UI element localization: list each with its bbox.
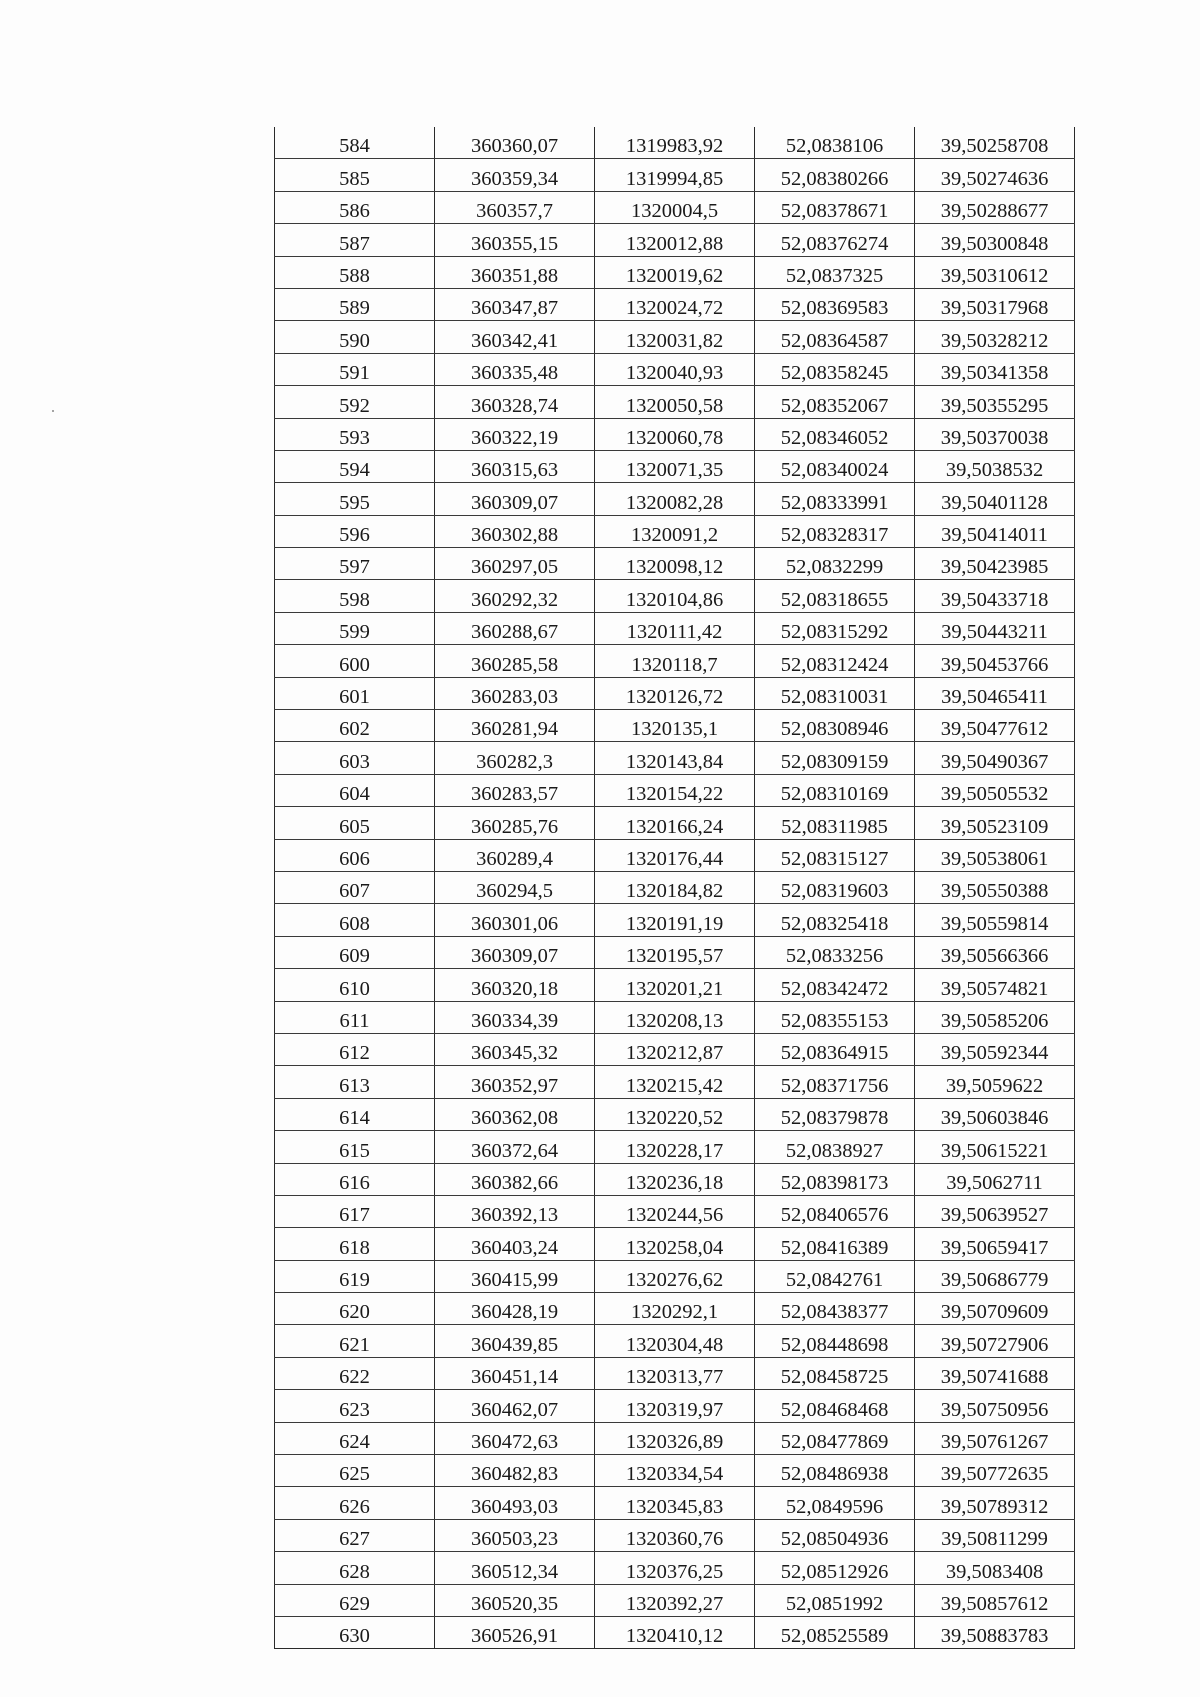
point-number-cell: 618 bbox=[275, 1228, 435, 1260]
latitude-cell: 52,08379878 bbox=[755, 1098, 915, 1130]
table-row bbox=[275, 1195, 1075, 1227]
y-coordinate-cell: 1320334,54 bbox=[595, 1455, 755, 1487]
longitude-cell: 39,50433718 bbox=[915, 580, 1075, 612]
y-coordinate-cell: 1320228,17 bbox=[595, 1131, 755, 1163]
latitude-cell: 52,08398173 bbox=[755, 1163, 915, 1195]
point-number-cell: 615 bbox=[275, 1131, 435, 1163]
latitude-cell: 52,0838927 bbox=[755, 1131, 915, 1163]
x-coordinate-cell: 360288,67 bbox=[435, 612, 595, 644]
y-coordinate-cell: 1320040,93 bbox=[595, 353, 755, 385]
point-number-cell: 626 bbox=[275, 1487, 435, 1519]
y-coordinate-cell: 1320212,87 bbox=[595, 1033, 755, 1065]
longitude-cell: 39,50341358 bbox=[915, 353, 1075, 385]
table-row bbox=[275, 1228, 1075, 1260]
point-number-cell: 610 bbox=[275, 969, 435, 1001]
y-coordinate-cell: 1319983,92 bbox=[595, 127, 755, 159]
point-number-cell: 602 bbox=[275, 710, 435, 742]
latitude-cell: 52,08448698 bbox=[755, 1325, 915, 1357]
x-coordinate-cell: 360302,88 bbox=[435, 515, 595, 547]
y-coordinate-cell: 1320019,62 bbox=[595, 256, 755, 288]
table-row bbox=[275, 1098, 1075, 1130]
y-coordinate-cell: 1320220,52 bbox=[595, 1098, 755, 1130]
x-coordinate-cell: 360351,88 bbox=[435, 256, 595, 288]
longitude-cell: 39,50603846 bbox=[915, 1098, 1075, 1130]
table-row bbox=[275, 936, 1075, 968]
table-row bbox=[275, 904, 1075, 936]
x-coordinate-cell: 360415,99 bbox=[435, 1260, 595, 1292]
table-row bbox=[275, 1616, 1075, 1648]
longitude-cell: 39,50453766 bbox=[915, 645, 1075, 677]
longitude-cell: 39,50414011 bbox=[915, 515, 1075, 547]
longitude-cell: 39,50258708 bbox=[915, 127, 1075, 159]
y-coordinate-cell: 1320050,58 bbox=[595, 386, 755, 418]
x-coordinate-cell: 360482,83 bbox=[435, 1455, 595, 1487]
latitude-cell: 52,08355153 bbox=[755, 1001, 915, 1033]
latitude-cell: 52,0837325 bbox=[755, 256, 915, 288]
x-coordinate-cell: 360462,07 bbox=[435, 1390, 595, 1422]
latitude-cell: 52,08315127 bbox=[755, 839, 915, 871]
table-row bbox=[275, 1584, 1075, 1616]
x-coordinate-cell: 360342,41 bbox=[435, 321, 595, 353]
x-coordinate-cell: 360451,14 bbox=[435, 1357, 595, 1389]
x-coordinate-cell: 360334,39 bbox=[435, 1001, 595, 1033]
point-number-cell: 627 bbox=[275, 1519, 435, 1551]
latitude-cell: 52,08325418 bbox=[755, 904, 915, 936]
table-row bbox=[275, 1293, 1075, 1325]
x-coordinate-cell: 360403,24 bbox=[435, 1228, 595, 1260]
point-number-cell: 608 bbox=[275, 904, 435, 936]
point-number-cell: 628 bbox=[275, 1552, 435, 1584]
longitude-cell: 39,50465411 bbox=[915, 677, 1075, 709]
latitude-cell: 52,08416389 bbox=[755, 1228, 915, 1260]
latitude-cell: 52,0851992 bbox=[755, 1584, 915, 1616]
latitude-cell: 52,08308946 bbox=[755, 710, 915, 742]
point-number-cell: 617 bbox=[275, 1195, 435, 1227]
latitude-cell: 52,08378671 bbox=[755, 191, 915, 223]
point-number-cell: 621 bbox=[275, 1325, 435, 1357]
point-number-cell: 613 bbox=[275, 1066, 435, 1098]
point-number-cell: 596 bbox=[275, 515, 435, 547]
latitude-cell: 52,0838106 bbox=[755, 127, 915, 159]
point-number-cell: 599 bbox=[275, 612, 435, 644]
y-coordinate-cell: 1320154,22 bbox=[595, 774, 755, 806]
latitude-cell: 52,08309159 bbox=[755, 742, 915, 774]
y-coordinate-cell: 1320104,86 bbox=[595, 580, 755, 612]
table-row bbox=[275, 645, 1075, 677]
y-coordinate-cell: 1320292,1 bbox=[595, 1293, 755, 1325]
y-coordinate-cell: 1320345,83 bbox=[595, 1487, 755, 1519]
longitude-cell: 39,50574821 bbox=[915, 969, 1075, 1001]
point-number-cell: 623 bbox=[275, 1390, 435, 1422]
x-coordinate-cell: 360360,07 bbox=[435, 127, 595, 159]
table-row bbox=[275, 127, 1075, 159]
table-row bbox=[275, 353, 1075, 385]
longitude-cell: 39,50401128 bbox=[915, 483, 1075, 515]
table-row bbox=[275, 1422, 1075, 1454]
longitude-cell: 39,50727906 bbox=[915, 1325, 1075, 1357]
longitude-cell: 39,50317968 bbox=[915, 288, 1075, 320]
y-coordinate-cell: 1320201,21 bbox=[595, 969, 755, 1001]
coordinates-table bbox=[274, 127, 1075, 1649]
table-row bbox=[275, 1033, 1075, 1065]
point-number-cell: 605 bbox=[275, 807, 435, 839]
table-row bbox=[275, 871, 1075, 903]
table-row bbox=[275, 418, 1075, 450]
x-coordinate-cell: 360328,74 bbox=[435, 386, 595, 418]
latitude-cell: 52,08525589 bbox=[755, 1616, 915, 1648]
point-number-cell: 601 bbox=[275, 677, 435, 709]
coordinates-table-body bbox=[275, 127, 1075, 1649]
longitude-cell: 39,50274636 bbox=[915, 159, 1075, 191]
point-number-cell: 622 bbox=[275, 1357, 435, 1389]
longitude-cell: 39,50585206 bbox=[915, 1001, 1075, 1033]
point-number-cell: 606 bbox=[275, 839, 435, 871]
longitude-cell: 39,50686779 bbox=[915, 1260, 1075, 1292]
scan-speck bbox=[52, 410, 54, 412]
y-coordinate-cell: 1320313,77 bbox=[595, 1357, 755, 1389]
table-row bbox=[275, 224, 1075, 256]
latitude-cell: 52,08310169 bbox=[755, 774, 915, 806]
y-coordinate-cell: 1320118,7 bbox=[595, 645, 755, 677]
point-number-cell: 625 bbox=[275, 1455, 435, 1487]
table-row bbox=[275, 1357, 1075, 1389]
y-coordinate-cell: 1320082,28 bbox=[595, 483, 755, 515]
table-row bbox=[275, 483, 1075, 515]
latitude-cell: 52,08319603 bbox=[755, 871, 915, 903]
y-coordinate-cell: 1320060,78 bbox=[595, 418, 755, 450]
y-coordinate-cell: 1320031,82 bbox=[595, 321, 755, 353]
x-coordinate-cell: 360439,85 bbox=[435, 1325, 595, 1357]
table-row bbox=[275, 191, 1075, 223]
table-row bbox=[275, 1390, 1075, 1422]
y-coordinate-cell: 1320166,24 bbox=[595, 807, 755, 839]
x-coordinate-cell: 360283,57 bbox=[435, 774, 595, 806]
longitude-cell: 39,50538061 bbox=[915, 839, 1075, 871]
y-coordinate-cell: 1320392,27 bbox=[595, 1584, 755, 1616]
longitude-cell: 39,50750956 bbox=[915, 1390, 1075, 1422]
table-row bbox=[275, 774, 1075, 806]
latitude-cell: 52,08512926 bbox=[755, 1552, 915, 1584]
x-coordinate-cell: 360512,34 bbox=[435, 1552, 595, 1584]
point-number-cell: 585 bbox=[275, 159, 435, 191]
x-coordinate-cell: 360520,35 bbox=[435, 1584, 595, 1616]
latitude-cell: 52,08477869 bbox=[755, 1422, 915, 1454]
table-row bbox=[275, 710, 1075, 742]
x-coordinate-cell: 360285,76 bbox=[435, 807, 595, 839]
longitude-cell: 39,50761267 bbox=[915, 1422, 1075, 1454]
point-number-cell: 630 bbox=[275, 1616, 435, 1648]
point-number-cell: 588 bbox=[275, 256, 435, 288]
x-coordinate-cell: 360309,07 bbox=[435, 483, 595, 515]
point-number-cell: 590 bbox=[275, 321, 435, 353]
point-number-cell: 595 bbox=[275, 483, 435, 515]
x-coordinate-cell: 360357,7 bbox=[435, 191, 595, 223]
table-row bbox=[275, 159, 1075, 191]
latitude-cell: 52,0833256 bbox=[755, 936, 915, 968]
longitude-cell: 39,50659417 bbox=[915, 1228, 1075, 1260]
y-coordinate-cell: 1320012,88 bbox=[595, 224, 755, 256]
x-coordinate-cell: 360503,23 bbox=[435, 1519, 595, 1551]
table-row bbox=[275, 1519, 1075, 1551]
longitude-cell: 39,50639527 bbox=[915, 1195, 1075, 1227]
point-number-cell: 619 bbox=[275, 1260, 435, 1292]
x-coordinate-cell: 360347,87 bbox=[435, 288, 595, 320]
y-coordinate-cell: 1320111,42 bbox=[595, 612, 755, 644]
y-coordinate-cell: 1320191,19 bbox=[595, 904, 755, 936]
x-coordinate-cell: 360355,15 bbox=[435, 224, 595, 256]
y-coordinate-cell: 1319994,85 bbox=[595, 159, 755, 191]
y-coordinate-cell: 1320410,12 bbox=[595, 1616, 755, 1648]
table-row bbox=[275, 807, 1075, 839]
point-number-cell: 624 bbox=[275, 1422, 435, 1454]
point-number-cell: 616 bbox=[275, 1163, 435, 1195]
latitude-cell: 52,08312424 bbox=[755, 645, 915, 677]
x-coordinate-cell: 360345,32 bbox=[435, 1033, 595, 1065]
longitude-cell: 39,5059622 bbox=[915, 1066, 1075, 1098]
latitude-cell: 52,08376274 bbox=[755, 224, 915, 256]
latitude-cell: 52,08371756 bbox=[755, 1066, 915, 1098]
point-number-cell: 598 bbox=[275, 580, 435, 612]
y-coordinate-cell: 1320258,04 bbox=[595, 1228, 755, 1260]
longitude-cell: 39,50883783 bbox=[915, 1616, 1075, 1648]
latitude-cell: 52,08333991 bbox=[755, 483, 915, 515]
longitude-cell: 39,50355295 bbox=[915, 386, 1075, 418]
x-coordinate-cell: 360428,19 bbox=[435, 1293, 595, 1325]
latitude-cell: 52,08358245 bbox=[755, 353, 915, 385]
longitude-cell: 39,50370038 bbox=[915, 418, 1075, 450]
x-coordinate-cell: 360297,05 bbox=[435, 548, 595, 580]
latitude-cell: 52,0832299 bbox=[755, 548, 915, 580]
table-row bbox=[275, 1552, 1075, 1584]
point-number-cell: 593 bbox=[275, 418, 435, 450]
latitude-cell: 52,08364915 bbox=[755, 1033, 915, 1065]
table-row bbox=[275, 288, 1075, 320]
y-coordinate-cell: 1320376,25 bbox=[595, 1552, 755, 1584]
table-row bbox=[275, 1066, 1075, 1098]
latitude-cell: 52,08438377 bbox=[755, 1293, 915, 1325]
latitude-cell: 52,08486938 bbox=[755, 1455, 915, 1487]
table-row bbox=[275, 256, 1075, 288]
point-number-cell: 614 bbox=[275, 1098, 435, 1130]
y-coordinate-cell: 1320126,72 bbox=[595, 677, 755, 709]
y-coordinate-cell: 1320091,2 bbox=[595, 515, 755, 547]
longitude-cell: 39,50789312 bbox=[915, 1487, 1075, 1519]
longitude-cell: 39,50741688 bbox=[915, 1357, 1075, 1389]
latitude-cell: 52,08315292 bbox=[755, 612, 915, 644]
longitude-cell: 39,50310612 bbox=[915, 256, 1075, 288]
table-row bbox=[275, 839, 1075, 871]
longitude-cell: 39,50300848 bbox=[915, 224, 1075, 256]
point-number-cell: 584 bbox=[275, 127, 435, 159]
point-number-cell: 586 bbox=[275, 191, 435, 223]
point-number-cell: 611 bbox=[275, 1001, 435, 1033]
longitude-cell: 39,50477612 bbox=[915, 710, 1075, 742]
y-coordinate-cell: 1320143,84 bbox=[595, 742, 755, 774]
y-coordinate-cell: 1320215,42 bbox=[595, 1066, 755, 1098]
latitude-cell: 52,08346052 bbox=[755, 418, 915, 450]
x-coordinate-cell: 360285,58 bbox=[435, 645, 595, 677]
x-coordinate-cell: 360281,94 bbox=[435, 710, 595, 742]
longitude-cell: 39,50288677 bbox=[915, 191, 1075, 223]
table-row bbox=[275, 548, 1075, 580]
y-coordinate-cell: 1320098,12 bbox=[595, 548, 755, 580]
table-row bbox=[275, 1455, 1075, 1487]
x-coordinate-cell: 360292,32 bbox=[435, 580, 595, 612]
latitude-cell: 52,08352067 bbox=[755, 386, 915, 418]
longitude-cell: 39,50772635 bbox=[915, 1455, 1075, 1487]
point-number-cell: 620 bbox=[275, 1293, 435, 1325]
table-row bbox=[275, 321, 1075, 353]
table-row bbox=[275, 969, 1075, 1001]
point-number-cell: 600 bbox=[275, 645, 435, 677]
x-coordinate-cell: 360526,91 bbox=[435, 1616, 595, 1648]
y-coordinate-cell: 1320244,56 bbox=[595, 1195, 755, 1227]
x-coordinate-cell: 360352,97 bbox=[435, 1066, 595, 1098]
x-coordinate-cell: 360472,63 bbox=[435, 1422, 595, 1454]
latitude-cell: 52,08380266 bbox=[755, 159, 915, 191]
latitude-cell: 52,08342472 bbox=[755, 969, 915, 1001]
table-row bbox=[275, 1163, 1075, 1195]
y-coordinate-cell: 1320184,82 bbox=[595, 871, 755, 903]
latitude-cell: 52,08311985 bbox=[755, 807, 915, 839]
y-coordinate-cell: 1320195,57 bbox=[595, 936, 755, 968]
longitude-cell: 39,50328212 bbox=[915, 321, 1075, 353]
y-coordinate-cell: 1320360,76 bbox=[595, 1519, 755, 1551]
point-number-cell: 592 bbox=[275, 386, 435, 418]
latitude-cell: 52,08468468 bbox=[755, 1390, 915, 1422]
x-coordinate-cell: 360322,19 bbox=[435, 418, 595, 450]
longitude-cell: 39,50592344 bbox=[915, 1033, 1075, 1065]
table-row bbox=[275, 1131, 1075, 1163]
longitude-cell: 39,50505532 bbox=[915, 774, 1075, 806]
y-coordinate-cell: 1320176,44 bbox=[595, 839, 755, 871]
longitude-cell: 39,50490367 bbox=[915, 742, 1075, 774]
latitude-cell: 52,08458725 bbox=[755, 1357, 915, 1389]
y-coordinate-cell: 1320208,13 bbox=[595, 1001, 755, 1033]
latitude-cell: 52,0849596 bbox=[755, 1487, 915, 1519]
y-coordinate-cell: 1320304,48 bbox=[595, 1325, 755, 1357]
x-coordinate-cell: 360320,18 bbox=[435, 969, 595, 1001]
longitude-cell: 39,50423985 bbox=[915, 548, 1075, 580]
longitude-cell: 39,50559814 bbox=[915, 904, 1075, 936]
longitude-cell: 39,50566366 bbox=[915, 936, 1075, 968]
x-coordinate-cell: 360493,03 bbox=[435, 1487, 595, 1519]
x-coordinate-cell: 360315,63 bbox=[435, 450, 595, 482]
y-coordinate-cell: 1320004,5 bbox=[595, 191, 755, 223]
longitude-cell: 39,50443211 bbox=[915, 612, 1075, 644]
point-number-cell: 589 bbox=[275, 288, 435, 320]
point-number-cell: 587 bbox=[275, 224, 435, 256]
y-coordinate-cell: 1320236,18 bbox=[595, 1163, 755, 1195]
point-number-cell: 607 bbox=[275, 871, 435, 903]
x-coordinate-cell: 360382,66 bbox=[435, 1163, 595, 1195]
point-number-cell: 594 bbox=[275, 450, 435, 482]
table-row bbox=[275, 677, 1075, 709]
x-coordinate-cell: 360362,08 bbox=[435, 1098, 595, 1130]
table-row bbox=[275, 386, 1075, 418]
longitude-cell: 39,5062711 bbox=[915, 1163, 1075, 1195]
longitude-cell: 39,5083408 bbox=[915, 1552, 1075, 1584]
latitude-cell: 52,08310031 bbox=[755, 677, 915, 709]
longitude-cell: 39,50615221 bbox=[915, 1131, 1075, 1163]
table-row bbox=[275, 612, 1075, 644]
table-row bbox=[275, 1487, 1075, 1519]
x-coordinate-cell: 360301,06 bbox=[435, 904, 595, 936]
longitude-cell: 39,5038532 bbox=[915, 450, 1075, 482]
longitude-cell: 39,50523109 bbox=[915, 807, 1075, 839]
x-coordinate-cell: 360335,48 bbox=[435, 353, 595, 385]
latitude-cell: 52,0842761 bbox=[755, 1260, 915, 1292]
longitude-cell: 39,50709609 bbox=[915, 1293, 1075, 1325]
table-row bbox=[275, 1260, 1075, 1292]
table-row bbox=[275, 1325, 1075, 1357]
latitude-cell: 52,08369583 bbox=[755, 288, 915, 320]
x-coordinate-cell: 360309,07 bbox=[435, 936, 595, 968]
y-coordinate-cell: 1320135,1 bbox=[595, 710, 755, 742]
latitude-cell: 52,08406576 bbox=[755, 1195, 915, 1227]
latitude-cell: 52,08328317 bbox=[755, 515, 915, 547]
y-coordinate-cell: 1320024,72 bbox=[595, 288, 755, 320]
latitude-cell: 52,08318655 bbox=[755, 580, 915, 612]
point-number-cell: 603 bbox=[275, 742, 435, 774]
point-number-cell: 591 bbox=[275, 353, 435, 385]
x-coordinate-cell: 360282,3 bbox=[435, 742, 595, 774]
y-coordinate-cell: 1320326,89 bbox=[595, 1422, 755, 1454]
latitude-cell: 52,08340024 bbox=[755, 450, 915, 482]
longitude-cell: 39,50857612 bbox=[915, 1584, 1075, 1616]
table-row bbox=[275, 742, 1075, 774]
point-number-cell: 604 bbox=[275, 774, 435, 806]
y-coordinate-cell: 1320276,62 bbox=[595, 1260, 755, 1292]
table-row bbox=[275, 515, 1075, 547]
x-coordinate-cell: 360289,4 bbox=[435, 839, 595, 871]
longitude-cell: 39,50811299 bbox=[915, 1519, 1075, 1551]
x-coordinate-cell: 360372,64 bbox=[435, 1131, 595, 1163]
x-coordinate-cell: 360392,13 bbox=[435, 1195, 595, 1227]
longitude-cell: 39,50550388 bbox=[915, 871, 1075, 903]
point-number-cell: 629 bbox=[275, 1584, 435, 1616]
y-coordinate-cell: 1320319,97 bbox=[595, 1390, 755, 1422]
x-coordinate-cell: 360294,5 bbox=[435, 871, 595, 903]
point-number-cell: 597 bbox=[275, 548, 435, 580]
latitude-cell: 52,08364587 bbox=[755, 321, 915, 353]
point-number-cell: 609 bbox=[275, 936, 435, 968]
table-row bbox=[275, 580, 1075, 612]
point-number-cell: 612 bbox=[275, 1033, 435, 1065]
table-row bbox=[275, 450, 1075, 482]
x-coordinate-cell: 360359,34 bbox=[435, 159, 595, 191]
y-coordinate-cell: 1320071,35 bbox=[595, 450, 755, 482]
x-coordinate-cell: 360283,03 bbox=[435, 677, 595, 709]
table-row bbox=[275, 1001, 1075, 1033]
latitude-cell: 52,08504936 bbox=[755, 1519, 915, 1551]
